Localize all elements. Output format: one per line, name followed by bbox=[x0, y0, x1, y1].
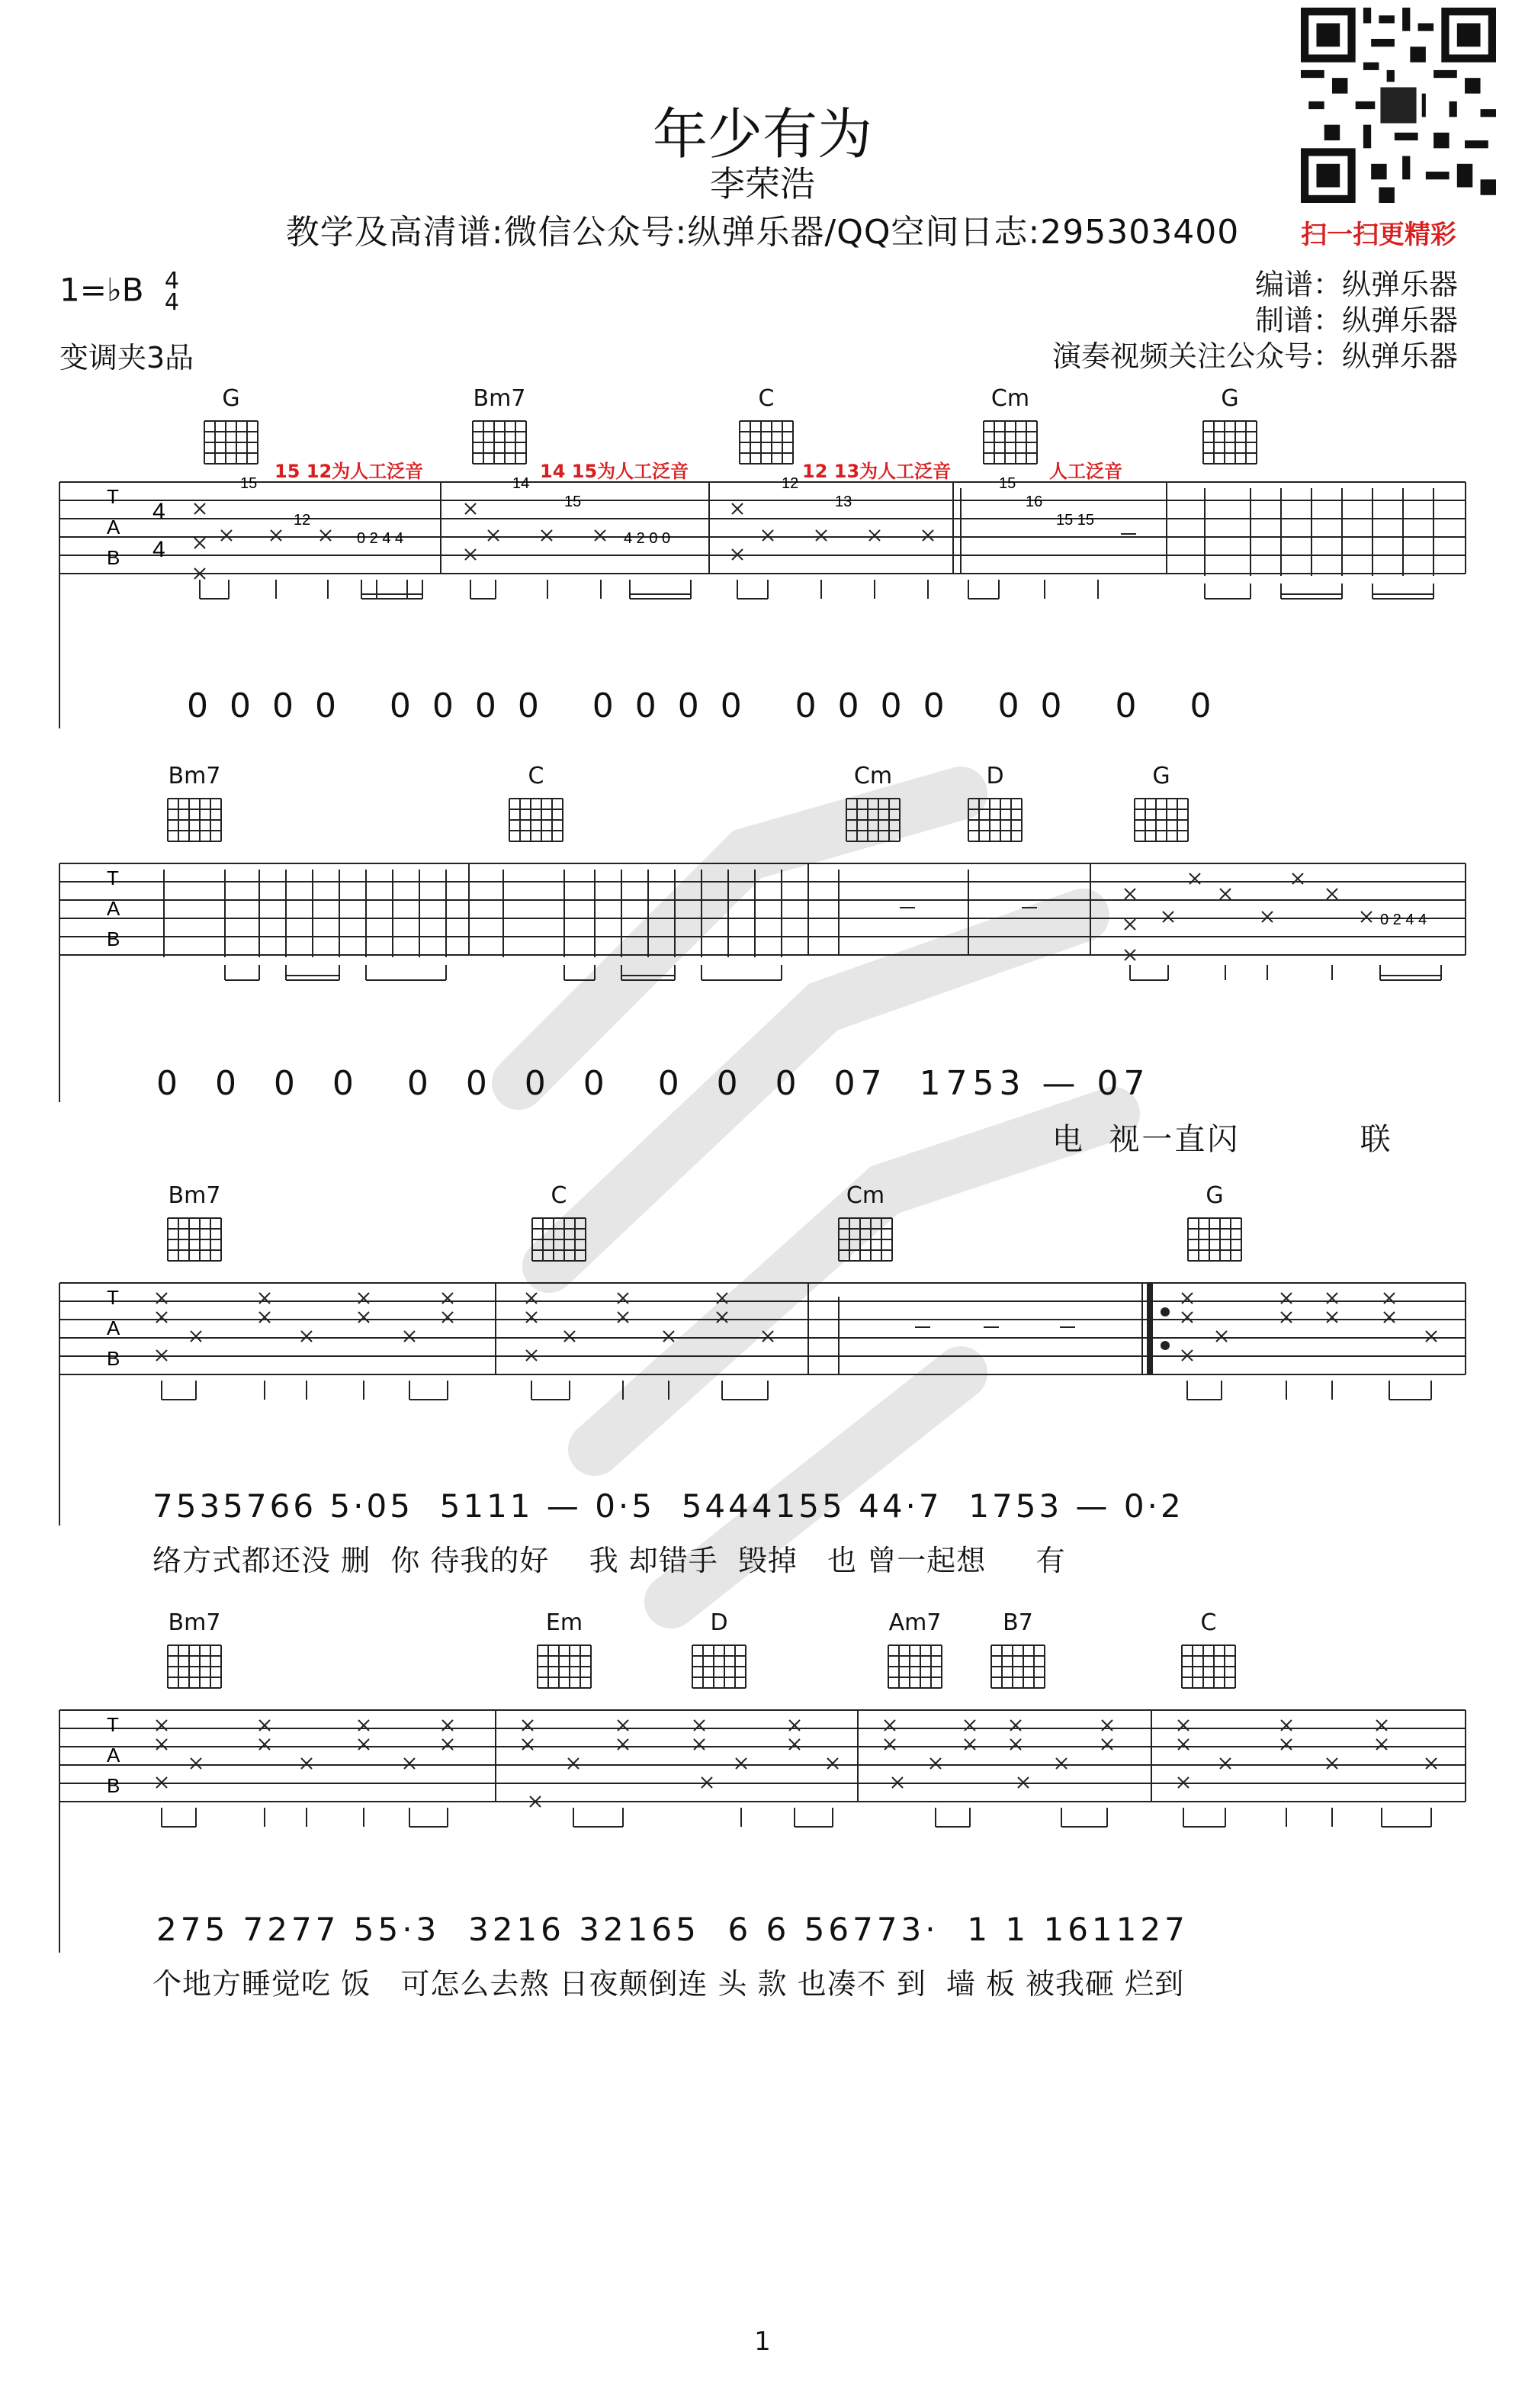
chord-diagram bbox=[976, 385, 1045, 476]
chord-diagram bbox=[160, 1182, 229, 1273]
chord-grid-icon bbox=[160, 789, 229, 850]
tab-staff-row-4 bbox=[0, 1609, 1525, 1960]
tab-staff-row-2 bbox=[0, 763, 1525, 1114]
chord-name: B7 bbox=[1003, 1609, 1033, 1636]
svg-text:B: B bbox=[107, 1347, 120, 1370]
tab-number: 14 bbox=[512, 475, 530, 492]
chord-diagram bbox=[961, 763, 1029, 854]
chord-name: D bbox=[986, 763, 1004, 789]
jianpu-line-4: 275 7277 55·3 3216 32165 6 6 56773· 1 1 161127 bbox=[156, 1911, 1189, 1948]
chord-name: Am7 bbox=[888, 1609, 942, 1636]
chord-grid-icon bbox=[685, 1636, 753, 1697]
chord-name: Cm bbox=[990, 385, 1030, 412]
tab-number: 15 bbox=[999, 475, 1016, 492]
qr-caption: 扫一扫更精彩 bbox=[1301, 220, 1456, 250]
chord-diagram bbox=[881, 1609, 949, 1700]
chord-grid-icon bbox=[984, 1636, 1052, 1697]
harmonic-note: 14 15为人工泛音 bbox=[540, 461, 689, 482]
chord-name: Cm bbox=[846, 1182, 885, 1209]
chord-grid-icon bbox=[1196, 412, 1264, 473]
credit-video: 演奏视频关注公众号：纵弹乐器 bbox=[1051, 339, 1458, 373]
chord-name: D bbox=[710, 1609, 728, 1636]
chord-diagram bbox=[530, 1609, 599, 1700]
harmonic-note: 人工泛音 bbox=[1049, 461, 1122, 482]
chord-diagram bbox=[160, 763, 229, 854]
chord-grid-icon bbox=[530, 1636, 599, 1697]
tab-staff-row-3 bbox=[0, 1182, 1525, 1533]
svg-text:A: A bbox=[107, 1317, 120, 1339]
svg-text:B: B bbox=[107, 928, 120, 950]
svg-text:T: T bbox=[107, 866, 119, 889]
tab-number: 0 2 4 4 bbox=[1380, 911, 1427, 928]
svg-text:4: 4 bbox=[152, 499, 165, 524]
chord-diagram bbox=[984, 1609, 1052, 1700]
chord-grid-icon bbox=[839, 789, 907, 850]
page-number: 1 bbox=[754, 2326, 771, 2357]
chord-grid-icon bbox=[1180, 1209, 1249, 1270]
chord-name: C bbox=[1200, 1609, 1217, 1636]
artist-name: 李荣浩 bbox=[710, 163, 815, 204]
source-info: 教学及高清谱:微信公众号:纵弹乐器/QQ空间日志:295303400 bbox=[285, 213, 1240, 252]
chord-grid-icon bbox=[1174, 1636, 1243, 1697]
svg-text:B: B bbox=[107, 546, 120, 569]
qr-code-icon bbox=[1301, 8, 1496, 203]
credit-maker: 制谱：纵弹乐器 bbox=[1254, 304, 1458, 337]
chord-diagram bbox=[502, 763, 570, 854]
chord-name: C bbox=[528, 763, 544, 789]
capo-note: 变调夹3品 bbox=[59, 341, 194, 375]
chord-grid-icon bbox=[465, 412, 534, 473]
chord-name: Em bbox=[545, 1609, 583, 1636]
chord-name: C bbox=[758, 385, 775, 412]
tab-number: 16 bbox=[1026, 493, 1043, 510]
chord-diagram bbox=[465, 385, 534, 476]
tab-number: 4 2 0 0 bbox=[624, 530, 671, 547]
chord-grid-icon bbox=[961, 789, 1029, 850]
chord-grid-icon bbox=[197, 412, 265, 473]
chord-name: G bbox=[1206, 1182, 1224, 1209]
chord-name: G bbox=[1221, 385, 1239, 412]
jianpu-line-2: 0 0 0 0 0 0 0 0 0 0 0 07 1753 — 07 bbox=[156, 1064, 1151, 1103]
svg-text:B: B bbox=[107, 1774, 120, 1797]
lyric-line-4: 个地方睡觉吃 饭 可怎么去熬 日夜颠倒连 头 款 也凑不 到 墙 板 被我砸 烂到 bbox=[152, 1967, 1185, 2001]
tab-number: 15 bbox=[564, 493, 582, 510]
chord-name: C bbox=[551, 1182, 567, 1209]
chord-grid-icon bbox=[1127, 789, 1196, 850]
tab-number: 13 bbox=[835, 493, 852, 510]
chord-grid-icon bbox=[502, 789, 570, 850]
chord-diagram bbox=[831, 1182, 900, 1273]
tab-number: 12 bbox=[782, 475, 799, 492]
chord-diagram bbox=[732, 385, 801, 476]
chord-diagram bbox=[839, 763, 907, 854]
lyric-line-3: 络方式都还没 删 你 待我的好 我 却错手 毁掉 也 曾一起想 有 bbox=[152, 1544, 1066, 1577]
chord-name: Bm7 bbox=[168, 1609, 221, 1636]
song-title: 年少有为 bbox=[652, 102, 872, 166]
chord-name: Bm7 bbox=[168, 1182, 221, 1209]
chord-name: G bbox=[222, 385, 240, 412]
svg-text:A: A bbox=[107, 897, 120, 920]
jianpu-line-1: 0 0 0 0 0 0 0 0 0 0 0 0 0 0 0 0 0 0 0 0 bbox=[187, 686, 1217, 725]
chord-grid-icon bbox=[160, 1636, 229, 1697]
chord-grid-icon bbox=[881, 1636, 949, 1697]
key-signature bbox=[59, 268, 179, 316]
jianpu-line-3: 7535766 5·05 5111 — 0·5 5444155 44·7 1753 — 0·2 bbox=[152, 1487, 1184, 1525]
time-signature bbox=[164, 268, 179, 316]
chord-grid-icon bbox=[525, 1209, 593, 1270]
chord-diagram bbox=[1180, 1182, 1249, 1273]
chord-grid-icon bbox=[732, 412, 801, 473]
chord-diagram bbox=[1174, 1609, 1243, 1700]
chord-diagram bbox=[160, 1609, 229, 1700]
tab-number: 15 bbox=[240, 475, 258, 492]
chord-grid-icon bbox=[831, 1209, 900, 1270]
tab-number: 0 2 4 4 bbox=[357, 530, 404, 547]
credit-arranger: 编谱：纵弹乐器 bbox=[1254, 268, 1458, 301]
tab-number: 15 15 bbox=[1056, 512, 1095, 529]
key-label: 1=♭B bbox=[59, 271, 144, 309]
svg-text:A: A bbox=[107, 1744, 120, 1767]
harmonic-note: 15 12为人工泛音 bbox=[274, 461, 424, 482]
chord-name: Bm7 bbox=[473, 385, 526, 412]
time-sig-bottom: 4 bbox=[164, 289, 179, 316]
time-sig-top: 4 bbox=[164, 268, 179, 294]
chord-grid-icon bbox=[976, 412, 1045, 473]
lyric-line-2: 电 视一直闪 联 bbox=[1052, 1122, 1393, 1157]
chord-grid-icon bbox=[160, 1209, 229, 1270]
chord-name: Cm bbox=[853, 763, 893, 789]
chord-diagram bbox=[1196, 385, 1264, 476]
svg-text:T: T bbox=[107, 1713, 119, 1736]
harmonic-note: 12 13为人工泛音 bbox=[802, 461, 952, 482]
svg-text:4: 4 bbox=[152, 537, 165, 562]
chord-diagram bbox=[525, 1182, 593, 1273]
chord-diagram bbox=[1127, 763, 1196, 854]
tab-number: 12 bbox=[294, 512, 311, 529]
chord-diagram bbox=[685, 1609, 753, 1700]
chord-name: G bbox=[1152, 763, 1170, 789]
chord-diagram bbox=[197, 385, 265, 476]
chord-name: Bm7 bbox=[168, 763, 221, 789]
svg-text:A: A bbox=[107, 516, 120, 539]
svg-text:T: T bbox=[107, 1286, 119, 1309]
credits bbox=[1052, 267, 1458, 375]
svg-text:T: T bbox=[107, 485, 119, 508]
